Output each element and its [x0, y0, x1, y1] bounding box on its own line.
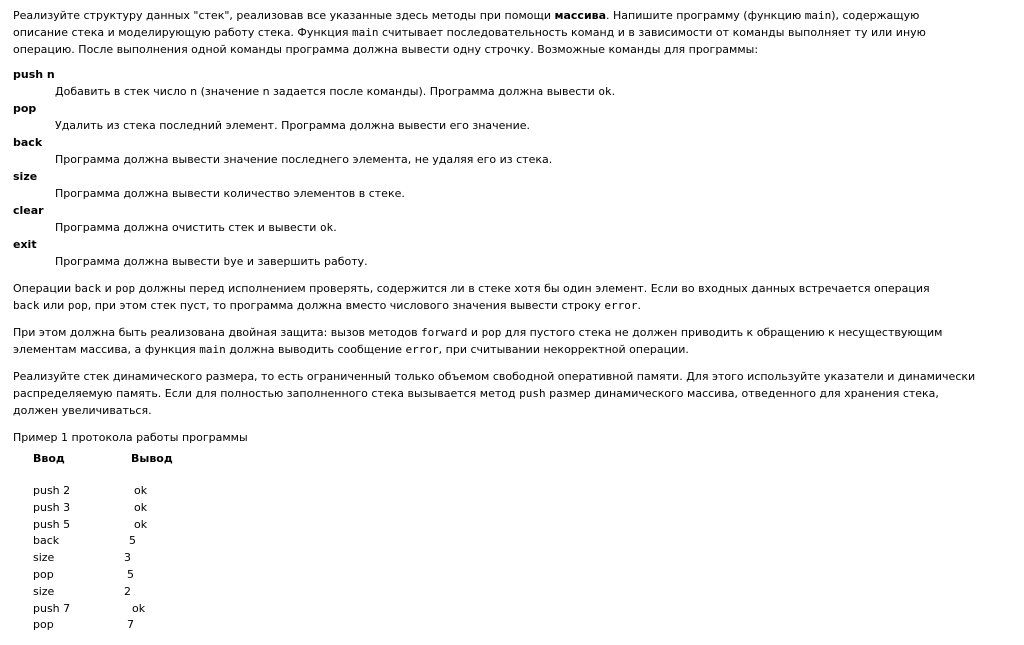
intro-text: . Напишите программу (функцию — [606, 9, 805, 22]
task-document — [13, 7, 1024, 634]
example-title: Пример 1 протокола работы программы — [13, 431, 248, 444]
error-check-paragraph: Операции back и pop должны перед исполнением проверять, содержится ли в стеке хотя бы один элемент. Если во входных данных встречается операция back или pop, при этом стек пуст, то программа должна вместо числового значения вывести строку error. — [13, 282, 930, 312]
table-row: size 3 — [33, 551, 131, 565]
code-main: main — [804, 9, 832, 22]
intro-text: считывает последовательность команд и в зависимости от команды выполняет ту или иную — [378, 26, 926, 39]
intro-line-2 — [13, 24, 1024, 41]
command-description: Добавить в стек число n (значение n задается после команды). Программа должна вывести ok. — [55, 85, 616, 98]
command-name: clear — [13, 204, 44, 217]
command-list — [13, 66, 1024, 270]
table-row: back 5 — [33, 534, 136, 548]
command-description: Программа должна вывести значение последнего элемента, не удаляя его из стека. — [55, 153, 553, 166]
command-item — [13, 66, 1024, 100]
header-input: Ввод — [33, 452, 65, 465]
command-description: Удалить из стека последний элемент. Программа должна вывести его значение. — [55, 119, 531, 132]
double-protection-paragraph: При этом должна быть реализована двойная защита: вызов методов forward и pop для пустого стека не должен приводить к обращению к несуществующим элементам массива, а функция main должна выводить сообщение error, при считывании некорректной операции. — [13, 326, 943, 356]
intro-line-3: операцию. После выполнения одной команды программа должна вывести одну строчку. Возможные команды для программы: — [13, 43, 759, 56]
command-item — [13, 100, 1024, 134]
table-row: pop 7 — [33, 618, 134, 632]
intro-text: Реализуйте структуру данных "стек", реализовав все указанные здесь методы при помощи — [13, 9, 555, 22]
command-item — [13, 134, 1024, 168]
dynamic-stack-paragraph: Реализуйте стек динамического размера, то есть ограниченный только объемом свободной оперативной памяти. Для этого используйте указатели и динамически распределяемую память. Если для полностью заполненного стека вызывается метод push размер динамического массива, отведенного для хранения стека, должен увеличиваться. — [13, 370, 976, 417]
command-name: exit — [13, 238, 37, 251]
command-name: push n — [13, 68, 55, 81]
command-name: pop — [13, 102, 37, 115]
code-main: main — [352, 26, 379, 39]
command-item — [13, 202, 1024, 236]
command-name: size — [13, 170, 38, 183]
header-output: Вывод — [131, 452, 173, 465]
intro-line-1 — [13, 7, 1024, 24]
example-table-header — [33, 450, 1024, 467]
table-row: push 2 ok — [33, 484, 148, 497]
command-item — [13, 168, 1024, 202]
intro-bold-array: массива — [554, 9, 607, 22]
command-description: Программа должна вывести bye и завершить работу. — [55, 255, 368, 268]
command-description: Программа должна вывести количество элементов в стеке. — [55, 187, 405, 200]
command-description: Программа должна очистить стек и вывести ok. — [55, 221, 337, 234]
intro-text: ), содержащую — [831, 9, 920, 22]
table-row: push 7 ok — [33, 601, 146, 615]
intro-text: описание стека и моделирующую работу стека. Функция — [13, 26, 352, 39]
intro-paragraph — [13, 7, 1024, 58]
command-item — [13, 236, 1024, 270]
table-row: push 3 ok — [33, 500, 148, 514]
table-row: push 5 ok — [33, 517, 148, 531]
command-name: back — [13, 136, 43, 149]
example-table — [33, 450, 1024, 634]
table-row: pop 5 — [33, 567, 134, 581]
table-row: size 2 — [33, 584, 131, 598]
